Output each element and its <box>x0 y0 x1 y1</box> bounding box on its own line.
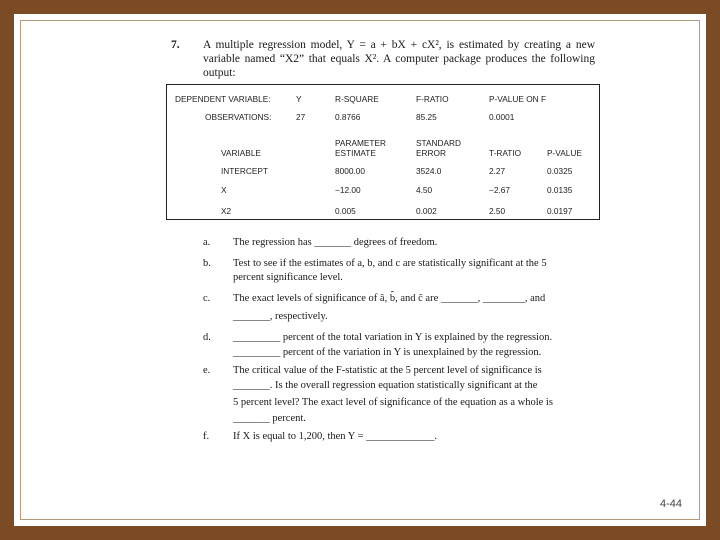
question-number: 7. <box>171 39 180 51</box>
col-param-line2: ESTIMATE <box>335 148 376 158</box>
part-b-line1: Test to see if the estimates of a, b, and c are statistically significant at the 5 <box>233 258 547 269</box>
part-b-letter: b. <box>203 258 211 269</box>
part-d-line1: _________ percent of the total variation in Y is explained by the regression. <box>233 332 553 343</box>
row-x2-variable: X2 <box>221 206 232 216</box>
row-x2-p: 0.0197 <box>547 206 573 216</box>
border-right <box>706 0 720 540</box>
row-intercept-estimate: 8000.00 <box>335 166 365 176</box>
part-c-letter: c. <box>203 293 211 304</box>
part-b-line2: percent significance level. <box>233 272 343 283</box>
p-value-f-value: 0.0001 <box>489 112 515 122</box>
part-d-letter: d. <box>203 332 211 343</box>
f-ratio-label: F-RATIO <box>416 94 449 104</box>
part-f-letter: f. <box>203 431 210 442</box>
part-a-text: The regression has _______ degrees of freedom. <box>233 237 438 248</box>
part-f-text: If X is equal to 1,200, then Y = _____________. <box>233 431 438 442</box>
row-intercept-se: 3524.0 <box>416 166 442 176</box>
border-bottom <box>0 526 720 540</box>
slide-number: 4-44 <box>660 498 683 510</box>
row-x2-estimate: 0.005 <box>335 206 356 216</box>
observations-value: 27 <box>296 112 306 122</box>
r-square-label: R-SQUARE <box>335 94 379 104</box>
col-se-line2: ERROR <box>416 148 446 158</box>
border-left <box>0 0 14 540</box>
row-intercept-p: 0.0325 <box>547 166 573 176</box>
r-square-value: 0.8766 <box>335 112 361 122</box>
col-p-value: P-VALUE <box>547 148 582 158</box>
col-variable: VARIABLE <box>221 148 261 158</box>
part-e-line4: _______ percent. <box>233 413 306 424</box>
regression-output-table <box>166 84 600 220</box>
row-x2-t: 2.50 <box>489 206 506 216</box>
row-x-se: 4.50 <box>416 185 433 195</box>
observations-label: OBSERVATIONS: <box>205 112 272 122</box>
f-ratio-value: 85.25 <box>416 112 437 122</box>
p-value-f-label: P-VALUE ON F <box>489 94 547 104</box>
row-x-estimate: −12.00 <box>335 185 361 195</box>
col-t-ratio: T-RATIO <box>489 148 522 158</box>
part-e-line1: The critical value of the F-statistic at the 5 percent level of significance is <box>233 365 542 376</box>
part-e-letter: e. <box>203 365 211 376</box>
part-c-line2: _______, respectively. <box>233 311 328 322</box>
row-intercept-variable: INTERCEPT <box>221 166 269 176</box>
part-a-letter: a. <box>203 237 211 248</box>
part-e-line3: 5 percent level? The exact level of significance of the equation as a whole is <box>233 397 553 408</box>
part-d-line2: _________ percent of the variation in Y is unexplained by the regression. <box>233 347 542 358</box>
dep-var-value: Y <box>296 94 302 104</box>
col-param-line1: PARAMETER <box>335 138 387 148</box>
row-x-t: −2.67 <box>489 185 510 195</box>
row-x2-se: 0.002 <box>416 206 437 216</box>
part-c-line1: The exact levels of significance of â, b̂, and ĉ are _______, ________, and <box>233 293 546 304</box>
dep-var-label: DEPENDENT VARIABLE: <box>175 94 271 104</box>
row-intercept-t: 2.27 <box>489 166 506 176</box>
row-x-variable: X <box>221 185 227 195</box>
col-se-line1: STANDARD <box>416 138 462 148</box>
row-x-p: 0.0135 <box>547 185 573 195</box>
border-top <box>0 0 720 14</box>
question-text: A multiple regression model, Y = a + bX + cX², is estimated by creating a new variable named “X2” that equals X². A computer package produces the following output: <box>203 39 595 79</box>
part-e-line2: _______. Is the overall regression equation statistically significant at the <box>233 380 538 391</box>
